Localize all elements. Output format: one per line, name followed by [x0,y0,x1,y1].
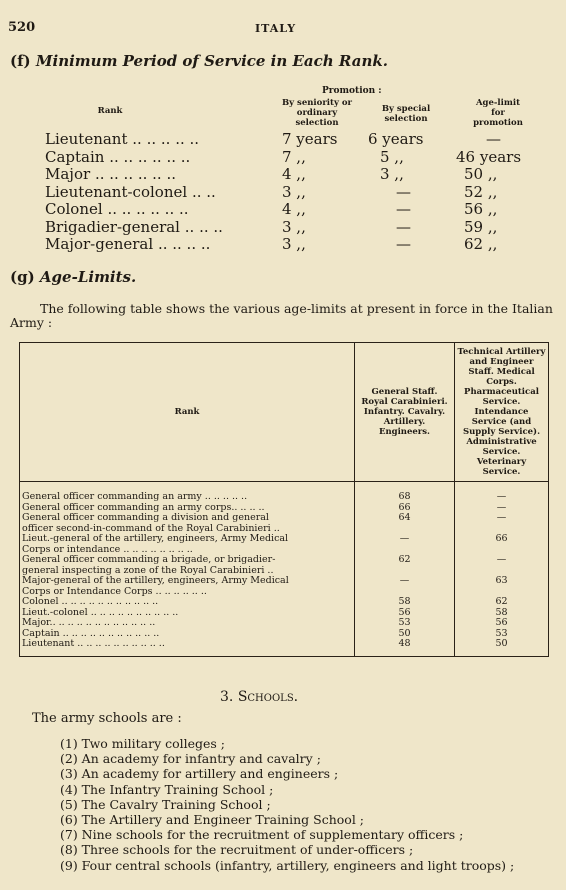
cell-technical: 53 [455,629,549,640]
schools-intro: The army schools are : [32,711,182,726]
cell-technical: 56 [455,618,549,629]
table-row [20,576,549,597]
table-row [20,597,549,608]
list-item: (4) The Infantry Training School ; [60,781,274,797]
list-item: (1) Two military colleges ; [60,736,226,751]
service-row: Brigadier-general .. .. .. [45,217,223,236]
cell-rank: General officer commanding a brigade, or brigadier- general inspecting a zone of the Royal Carabinieri .. [22,554,276,576]
seniority-column-header: By seniority or ordinary selection [281,98,353,128]
cell-general: 68 [355,482,455,503]
cell-technical: 62 [455,597,549,608]
cell-rank: Lieut.-general of the artillery, engineers, Army Medical Corps or intendance .. .. .. .. .. .. .. .. [22,533,289,555]
section-f-label: (f) [10,52,31,70]
list-item: (2) An academy for infantry and cavalry ; [60,751,321,767]
cell-technical: 66 [455,534,549,555]
service-row: Colonel .. .. .. .. .. .. [45,200,189,218]
section-3-heading [220,689,298,705]
service-row: Lieutenant .. .. .. .. .. [45,130,200,148]
seniority-column: 7 years 7 ,, 4 ,, 3 ,, 4 ,, 3 ,, 3 ,, [282,130,338,253]
cell-general: 58 [355,597,455,608]
cell-rank: General officer commanding an army .. .. .. .. .. [22,491,248,502]
rank-column-header: Rank [20,343,355,482]
cell-rank: Captain .. .. .. .. .. .. .. .. .. .. .. [22,627,160,639]
list-item: (9) Four central schools (infantry, artillery, engineers and light troops) ; [60,857,515,873]
section-g-heading [10,268,136,286]
age-limits-body [20,482,549,657]
section-3-title: Schools. [237,689,299,705]
rank-list [45,131,223,254]
cell-technical: — [455,503,549,514]
table-row [20,482,549,503]
cell-technical: — [455,482,549,503]
cell-general: — [355,576,455,597]
table-row [20,639,549,656]
special-column-header: By special selection [381,104,431,124]
cell-general: 64 [355,513,455,534]
section-g-intro: The following table shows the various age-limits at present in force in the Italian Army : [10,301,553,330]
cell-general: 56 [355,608,455,619]
cell-technical: 58 [455,608,549,619]
cell-technical: — [455,513,549,534]
rank-column-header: Rank [97,106,123,116]
cell-technical: — [455,555,549,576]
service-row: Captain .. .. .. .. .. .. [45,147,191,166]
table-row [20,618,549,629]
list-item: (6) The Artillery and Engineer Training School ; [60,812,364,828]
age-limits-table [19,342,549,657]
cell-general: 53 [355,618,455,629]
service-row: Lieutenant-colonel .. .. [45,182,216,201]
cell-rank: Lieut.-colonel .. .. .. .. .. .. .. .. .. .. [22,606,179,618]
cell-rank: Major.. .. .. .. .. .. .. .. .. .. .. .. [22,617,156,628]
list-item: (3) An academy for artillery and engineers ; [60,766,339,782]
table-row [20,513,549,534]
cell-general: 48 [355,639,455,656]
page-number: 520 [8,20,36,35]
service-row: Major-general .. .. .. .. [45,235,211,253]
list-item: (8) Three schools for the recruitment of under-officers ; [60,842,414,858]
promotion-heading: Promotion : [322,86,382,96]
section-f-heading [10,52,388,70]
cell-rank: Colonel .. .. .. .. .. .. .. .. .. .. .. [22,596,159,607]
age-limit-column-header: Age-limit for promotion [473,98,523,128]
cell-technical: 63 [455,576,549,597]
cell-rank: General officer commanding a division and general officer second-in-command of the Royal Carabinieri .. [22,512,280,534]
list-item: (5) The Cavalry Training School ; [60,796,271,812]
section-g-label: (g) [10,268,35,286]
service-row: Major .. .. .. .. .. .. [45,165,176,183]
cell-general: — [355,534,455,555]
cell-rank: General officer commanding an army corps.. .. .. .. [22,501,265,513]
cell-general: 50 [355,629,455,640]
special-column: 6 years 5 ,, 3 ,, — — — — [368,130,424,253]
list-item: (7) Nine schools for the recruitment of supplementary officers ; [60,827,464,843]
section-3-number: 3. [220,689,234,705]
schools-list [60,736,560,873]
table-row [20,534,549,555]
table-header-row [20,343,549,482]
cell-general: 62 [355,555,455,576]
table-row [20,555,549,576]
cell-rank: Lieutenant .. .. .. .. .. .. .. .. .. .. [22,638,165,649]
technical-column-header: Technical Artillery and Engineer Staff. Medical Corps. Pharmaceutical Service. Intendance Service (and Supply Service). Administrative Service. Veterinary Service. [455,343,549,482]
section-f-title: Minimum Period of Service in Each Rank. [35,52,388,70]
age-limit-column: — 46 years 50 ,, 52 ,, 56 ,, 59 ,, 62 ,, [456,130,522,253]
cell-technical: 50 [455,639,549,656]
general-staff-column-header: General Staff. Royal Carabinieri. Infantry. Cavalry. Artillery. Engineers. [355,343,455,482]
cell-general: 66 [355,503,455,514]
cell-rank: Major-general of the artillery, engineers, Army Medical Corps or Intendance Corps .. .. .. .. .. .. [22,575,289,597]
section-g-title: Age-Limits. [39,268,137,286]
running-title: ITALY [255,22,297,35]
